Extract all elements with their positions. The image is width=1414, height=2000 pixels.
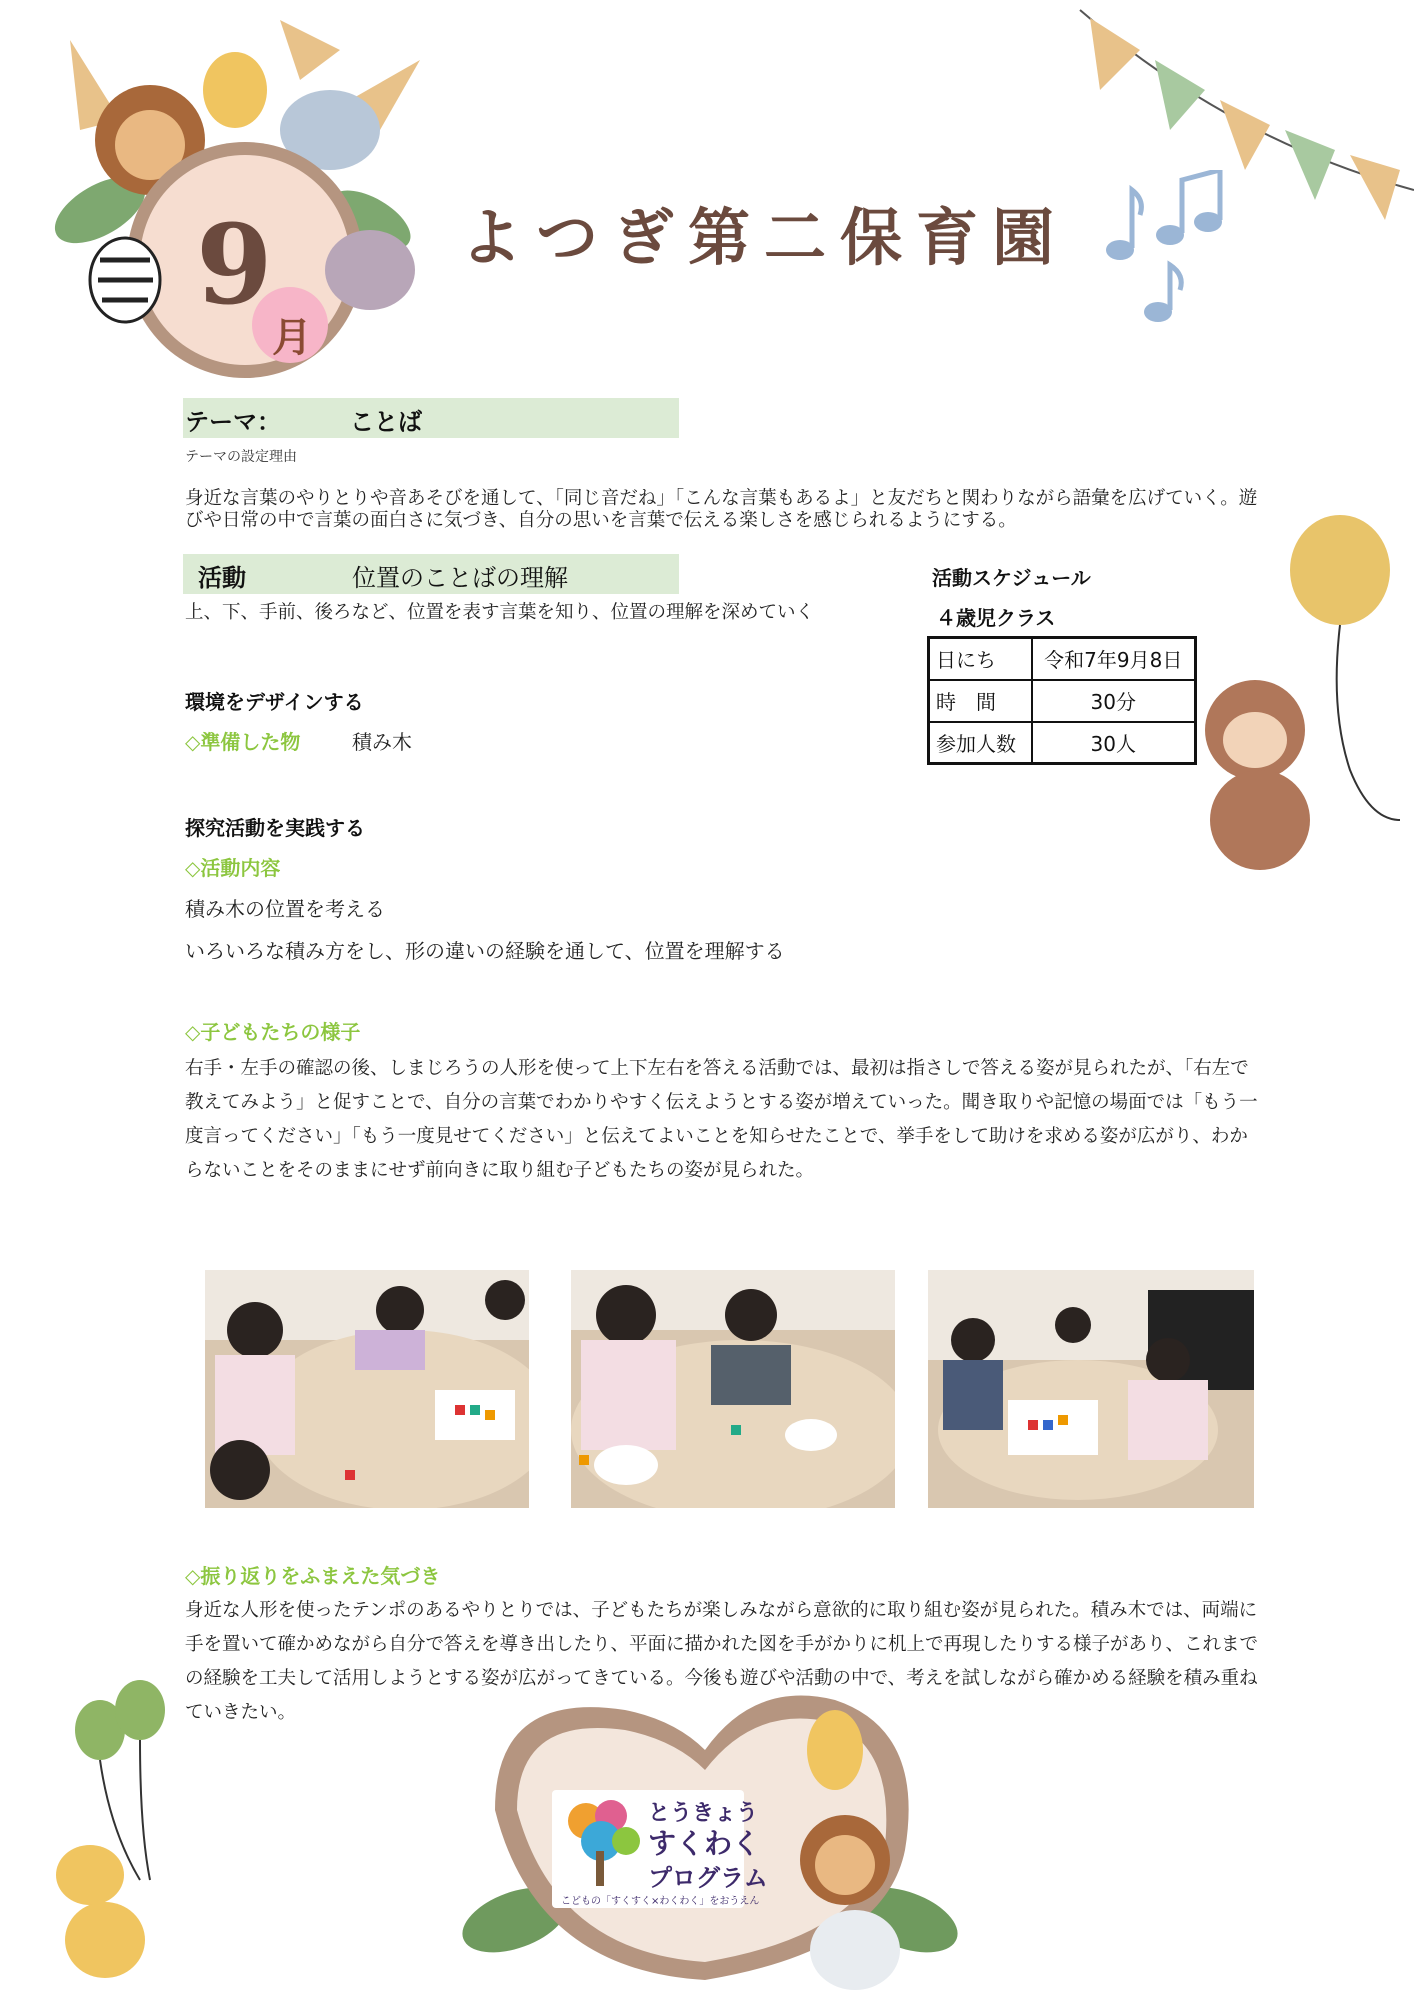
- children-text: 右手・左手の確認の後、しまじろうの人形を使って上下左右を答える活動では、最初は指さしで答える姿が見られたが、「右左で教えてみよう」と促すことで、自分の言葉でわかりやすく伝えようとする姿が増えていった。聞き取りや記憶の場面では「もう一度言ってください」「もう一度見せてください」と伝えてよいことを知らせたことで、挙手をして助けを求める姿が広がり、わからないことをそのままにせず前向きに取り組む子どもたちの姿が見られた。: [185, 1058, 1258, 1181]
- theme-value: ことば: [350, 408, 422, 436]
- balloon-monkey-illustration: [1180, 510, 1414, 900]
- logo-text-line2: すくわく: [648, 1827, 761, 1860]
- environment-title: 環境をデザインする: [185, 690, 364, 714]
- table-row: [929, 638, 1196, 680]
- month-char: 月: [272, 315, 312, 361]
- schedule-title: 活動スケジュール: [932, 566, 1091, 590]
- theme-reason-label: テーマの設定理由: [185, 449, 297, 465]
- theme-reason-text: 身近な言葉のやりとりや音あそびを通して、「同じ音だね」「こんな言葉もあるよ」と友だちと関わりながら語彙を広げていく。遊びや日常の中で言葉の面白さに気づき、自分の思いを言葉で伝える楽しさを感じられるようにする。: [185, 488, 1258, 531]
- table-row: [929, 680, 1196, 722]
- schedule-value-time: 30分: [1032, 680, 1196, 722]
- schedule-key-date: 日にち: [929, 638, 1032, 680]
- theme-label: テーマ：: [185, 408, 281, 436]
- schedule-class: ４歳児クラス: [936, 606, 1056, 630]
- school-name: よつぎ第二保育園: [460, 201, 1069, 274]
- tree-logo-icon: [556, 1796, 646, 1888]
- prepared-value: 積み木: [352, 730, 412, 754]
- activity-content-line: 積み木の位置を考える: [185, 897, 385, 921]
- music-notes-icon: [1100, 170, 1250, 330]
- schedule-value-participants: 30人: [1032, 722, 1196, 764]
- children-label: ◇子どもたちの様子: [185, 1020, 361, 1044]
- prepared-label: ◇準備した物: [185, 730, 301, 754]
- table-row: [929, 722, 1196, 764]
- schedule-key-participants: 参加人数: [929, 722, 1032, 764]
- schedule-table: [927, 636, 1197, 765]
- activity-content-line: いろいろな積み方をし、形の違いの経験を通して、位置を理解する: [185, 939, 785, 963]
- activity-content-label: ◇活動内容: [185, 856, 281, 880]
- activity-photo: [205, 1270, 529, 1508]
- activity-photo: [571, 1270, 895, 1508]
- activity-label: 活動: [198, 564, 246, 592]
- inquiry-title: 探究活動を実践する: [185, 816, 365, 840]
- activity-value: 位置のことばの理解: [352, 564, 568, 592]
- activity-description: 上、下、手前、後ろなど、位置を表す言葉を知り、位置の理解を深めていく: [185, 602, 815, 623]
- logo-tagline: こどもの「すくすく×わくわく」をおうえん: [561, 1896, 760, 1907]
- logo-text-line3: プログラム: [648, 1864, 768, 1892]
- reflection-label: ◇振り返りをふまえた気づき: [185, 1564, 441, 1588]
- schedule-value-date: 令和7年9月8日: [1032, 638, 1196, 680]
- activity-photo: [928, 1270, 1254, 1508]
- month-number: 9: [196, 200, 273, 329]
- logo-text-line1: とうきょう: [648, 1801, 759, 1826]
- schedule-key-time: 時 間: [929, 680, 1032, 722]
- reflection-text: 身近な人形を使ったテンポのあるやりとりでは、子どもたちが楽しみながら意欲的に取り組む姿が見られた。積み木では、両端に手を置いて確かめながら自分で答えを導き出したり、平面に描かれた図を手がかりに机上で再現したりする様子があり、これまでの経験を工夫して活用しようとする姿が広がってきている。今後も遊びや活動の中で、考えを試しながら確かめる経験を積み重ねていきたい。: [185, 1600, 1259, 1723]
